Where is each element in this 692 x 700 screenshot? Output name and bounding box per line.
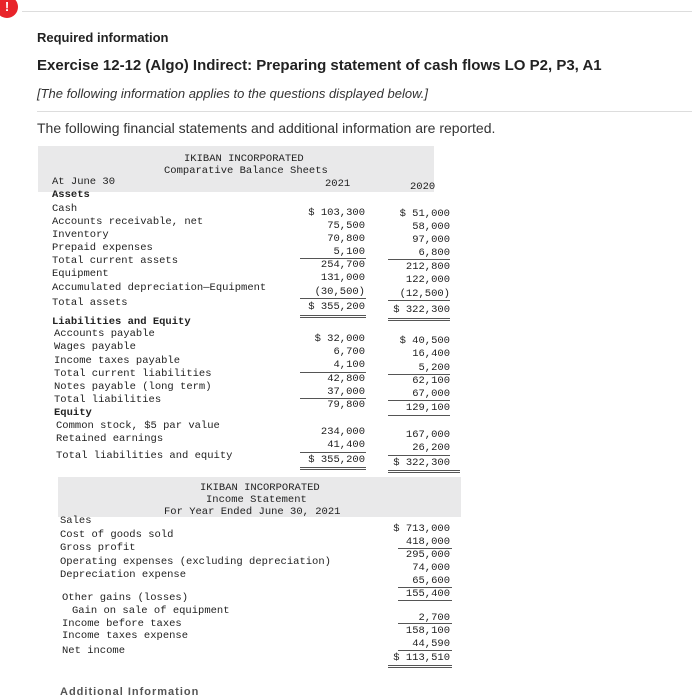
- bs-label-notes: Notes payable (long term): [54, 381, 212, 393]
- bs-rule: [300, 298, 366, 299]
- is-value-4: 74,000: [412, 562, 450, 574]
- bs-label-prepaid: Prepaid expenses: [52, 242, 153, 254]
- bs-2021-ap: $ 32,000: [314, 333, 365, 345]
- is-value-12: $ 113,510: [393, 652, 450, 664]
- bs-2020-total-assets: $ 322,300: [393, 304, 450, 316]
- bs-label-ar: Accounts receivable, net: [52, 216, 204, 228]
- bs-date-label: At June 30: [52, 176, 116, 188]
- bs-2021-prepaid: 5,100: [333, 246, 365, 258]
- bs-label-ap: Accounts payable: [54, 328, 155, 340]
- bs-double-rule: [388, 318, 450, 321]
- is-label-net-income: Net income: [62, 645, 126, 657]
- bs-2020-inventory: 97,000: [412, 234, 450, 246]
- bs-2021-notes: 37,000: [327, 386, 365, 398]
- is-value-6: 155,400: [405, 588, 450, 600]
- bs-2020-total-liab: 129,100: [405, 402, 450, 414]
- bs-2020-accum-dep: (12,500): [399, 288, 450, 300]
- bs-2021-cash: $ 103,300: [308, 207, 365, 219]
- bs-2021-retained: 41,400: [327, 439, 365, 451]
- bs-label-retained: Retained earnings: [56, 433, 164, 445]
- bs-2020-equipment: 122,000: [405, 274, 450, 286]
- intro-text: The following financial statements and additional information are reported.: [37, 120, 496, 136]
- exercise-title: Exercise 12-12 (Algo) Indirect: Preparing statement of cash flows LO P2, P3, A1: [37, 57, 602, 74]
- is-value-9: 2,700: [418, 612, 450, 624]
- bs-2020-notes: 67,000: [412, 388, 450, 400]
- bs-2021-accum-dep: (30,500): [314, 286, 365, 298]
- bs-label-total-liab: Total liabilities: [54, 394, 162, 406]
- bs-label-total-le: Total liabilities and equity: [56, 450, 233, 462]
- is-label-gross: Gross profit: [60, 542, 136, 554]
- bs-label-assets: Assets: [52, 189, 90, 201]
- is-value-10: 158,100: [405, 625, 450, 637]
- bs-2021-wages: 6,700: [333, 346, 365, 358]
- bs-2021-tcl: 42,800: [327, 373, 365, 385]
- bs-rule: [388, 455, 450, 456]
- bs-label-equity: Equity: [54, 407, 92, 419]
- is-value-1: $ 713,000: [393, 523, 450, 535]
- bs-label-tcl: Total current liabilities: [54, 368, 212, 380]
- bs-label-total-assets: Total assets: [52, 297, 128, 309]
- bs-double-rule: [388, 470, 460, 473]
- bs-rule: [388, 400, 450, 401]
- is-title: Income Statement: [206, 494, 307, 506]
- is-label-tax-expense: Income taxes expense: [62, 630, 189, 642]
- bs-2020-total-le: $ 322,300: [393, 457, 450, 469]
- bs-2021-ar: 75,500: [327, 220, 365, 232]
- bs-double-rule: [300, 315, 366, 318]
- bs-label-wages: Wages payable: [54, 341, 136, 353]
- is-rule: [398, 650, 452, 651]
- bs-label-liab-equity: Liabilities and Equity: [52, 316, 191, 328]
- is-value-5: 65,600: [412, 575, 450, 587]
- is-label-depreciation: Depreciation expense: [60, 569, 187, 581]
- required-heading: Required information: [37, 30, 169, 45]
- bs-2020-common-stock: 167,000: [405, 429, 450, 441]
- is-label-before-tax: Income before taxes: [62, 618, 182, 630]
- bs-title: Comparative Balance Sheets: [164, 165, 328, 177]
- bs-company: IKIBAN INCORPORATED: [184, 153, 304, 165]
- info-note: [The following information applies to the questions displayed below.]: [37, 86, 428, 101]
- bs-2020-cash: $ 51,000: [399, 208, 450, 220]
- bs-label-common-stock: Common stock, $5 par value: [56, 420, 220, 432]
- bs-2021-total-assets: $ 355,200: [308, 301, 365, 313]
- bs-2020-wages: 16,400: [412, 348, 450, 360]
- is-double-rule: [388, 665, 452, 668]
- is-label-sales: Sales: [60, 515, 92, 527]
- bs-label-tca: Total current assets: [52, 255, 179, 267]
- is-period: For Year Ended June 30, 2021: [164, 506, 341, 518]
- bs-label-cash: Cash: [52, 203, 78, 215]
- is-rule: [398, 600, 452, 601]
- bs-double-rule: [300, 467, 366, 470]
- bs-2021-taxes-payable: 4,100: [333, 359, 365, 371]
- bs-2020-retained: 26,200: [412, 442, 450, 454]
- bs-2021-inventory: 70,800: [327, 233, 365, 245]
- is-value-3: 295,000: [405, 549, 450, 561]
- is-label-opex: Operating expenses (excluding depreciation): [60, 556, 331, 568]
- bs-col-2020: 2020: [410, 181, 436, 193]
- bs-rule: [388, 259, 450, 260]
- bs-2021-total-le: $ 355,200: [308, 454, 365, 466]
- bs-col-2021: 2021: [325, 178, 351, 190]
- is-label-cogs: Cost of goods sold: [60, 529, 174, 541]
- is-value-11: 44,590: [412, 638, 450, 650]
- bs-2020-tca: 212,800: [405, 261, 450, 273]
- top-divider: [22, 11, 692, 12]
- is-company: IKIBAN INCORPORATED: [200, 482, 320, 494]
- bs-2020-ar: 58,000: [412, 221, 450, 233]
- bs-2021-total-liab: 79,800: [327, 399, 365, 411]
- section-divider: [37, 111, 692, 112]
- bs-label-equipment: Equipment: [52, 268, 109, 280]
- bs-rule: [300, 452, 366, 453]
- additional-info-fragment: Additional Information: [60, 686, 200, 698]
- bs-2021-common-stock: 234,000: [320, 426, 365, 438]
- bs-2020-ap: $ 40,500: [399, 335, 450, 347]
- is-label-other: Other gains (losses): [62, 592, 189, 604]
- bs-label-inventory: Inventory: [52, 229, 109, 241]
- bs-2021-equipment: 131,000: [320, 272, 365, 284]
- bs-2020-prepaid: 6,800: [418, 247, 450, 259]
- is-rule: [398, 623, 452, 624]
- bs-rule: [388, 415, 450, 416]
- bs-label-taxes-payable: Income taxes payable: [54, 355, 181, 367]
- alert-icon: !: [0, 0, 18, 18]
- bs-label-accum-dep: Accumulated depreciation—Equipment: [52, 282, 267, 294]
- bs-2021-tca: 254,700: [320, 259, 365, 271]
- bs-2020-taxes-payable: 5,200: [418, 362, 450, 374]
- is-label-gain: Gain on sale of equipment: [72, 605, 230, 617]
- is-value-2: 418,000: [405, 536, 450, 548]
- bs-rule: [388, 300, 450, 301]
- bs-2020-tcl: 62,100: [412, 375, 450, 387]
